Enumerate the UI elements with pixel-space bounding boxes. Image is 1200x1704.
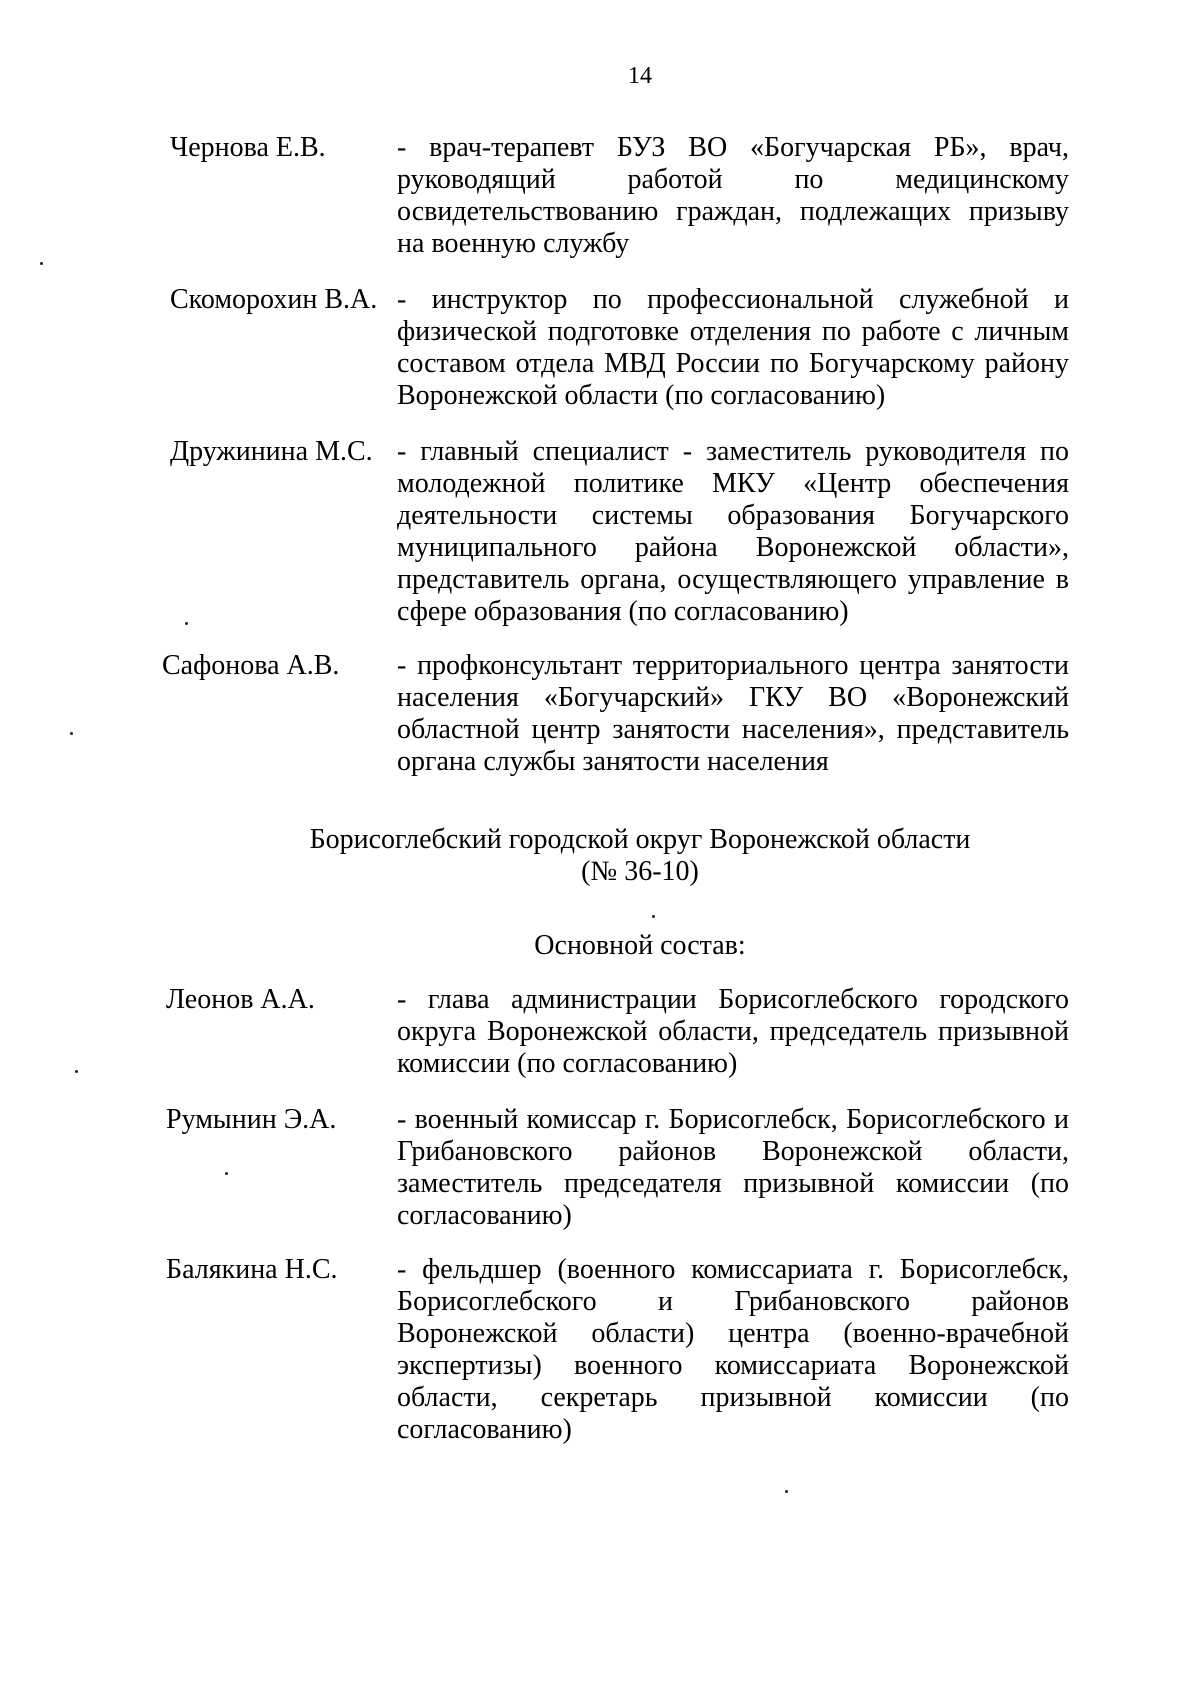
member-name: Скоморохин В.А.: [170, 284, 378, 315]
description-line: Грибановского районов Воронежской области,: [397, 1136, 1069, 1167]
member-description: [397, 132, 1069, 260]
description-line: на военную службу: [397, 228, 630, 259]
description-line: - врач-терапевт БУЗ ВО «Богучарская РБ», врач,: [397, 132, 1069, 163]
scan-speck: [75, 1070, 78, 1073]
description-line: заместитель председателя призывной комиссии (по: [397, 1168, 1069, 1199]
scan-speck: [225, 1172, 228, 1175]
description-line: молодежной политике МКУ «Центр обеспечения: [397, 468, 1069, 499]
description-line: Воронежской области (по согласованию): [397, 380, 886, 411]
member-description: [397, 1104, 1069, 1232]
description-line: комиссии (по согласованию): [397, 1048, 738, 1079]
section-title: Борисоглебский городской округ Воронежской области: [309, 824, 971, 855]
scan-speck: [652, 915, 655, 918]
description-line: области, секретарь призывной комиссии (по: [397, 1382, 1069, 1413]
member-description: [397, 1254, 1069, 1446]
description-line: освидетельствованию граждан, подлежащих призыву: [397, 196, 1069, 227]
description-line: - главный специалист - заместитель руководителя по: [397, 436, 1069, 467]
scan-speck: [40, 262, 43, 265]
scan-speck: [185, 622, 188, 625]
member-name: Леонов А.А.: [166, 984, 315, 1015]
description-line: физической подготовке отделения по работе с личным: [397, 316, 1069, 347]
description-line: населения «Богучарский» ГКУ ВО «Воронежский: [397, 682, 1069, 713]
description-line: муниципального района Воронежской области»,: [397, 532, 1069, 563]
description-line: согласованию): [397, 1414, 572, 1445]
section-subtitle: Основной состав:: [534, 930, 746, 961]
member-description: [397, 984, 1069, 1080]
scan-speck: [70, 732, 73, 735]
description-line: - военный комиссар г. Борисоглебск, Борисоглебского и: [397, 1104, 1069, 1135]
description-line: руководящий работой по медицинскому: [397, 164, 1069, 195]
description-line: представитель органа, осуществляющего управление в: [397, 564, 1069, 595]
description-line: согласованию): [397, 1200, 572, 1231]
scan-speck: [785, 1490, 788, 1493]
member-name: Сафонова А.В.: [162, 650, 340, 681]
description-line: сфере образования (по согласованию): [397, 596, 849, 627]
member-description: [397, 284, 1069, 412]
member-description: [397, 436, 1069, 628]
member-name: Дружинина М.С.: [170, 436, 373, 467]
description-line: деятельности системы образования Богучарского: [397, 500, 1069, 531]
member-description: [397, 650, 1069, 778]
page-number: 14: [628, 63, 652, 89]
description-line: - инструктор по профессиональной служебной и: [397, 284, 1069, 315]
description-line: составом отдела МВД России по Богучарскому району: [397, 348, 1069, 379]
description-line: Воронежской области) центра (военно-врачебной: [397, 1318, 1069, 1349]
section-number: (№ 36-10): [581, 856, 699, 887]
member-name: Румынин Э.А.: [166, 1104, 337, 1135]
description-line: - глава администрации Борисоглебского городского: [397, 984, 1069, 1015]
description-line: органа службы занятости населения: [397, 746, 829, 777]
member-name: Балякина Н.С.: [166, 1254, 338, 1285]
member-name: Чернова Е.В.: [170, 132, 326, 163]
description-line: - профконсультант территориального центра занятости: [397, 650, 1069, 681]
description-line: - фельдшер (военного комиссариата г. Борисоглебск,: [397, 1254, 1069, 1285]
description-line: Борисоглебского и Грибановского районов: [397, 1286, 1069, 1317]
description-line: округа Воронежской области, председатель призывной: [397, 1016, 1069, 1047]
description-line: областной центр занятости населения», представитель: [397, 714, 1069, 745]
description-line: экспертизы) военного комиссариата Воронежской: [397, 1350, 1069, 1381]
